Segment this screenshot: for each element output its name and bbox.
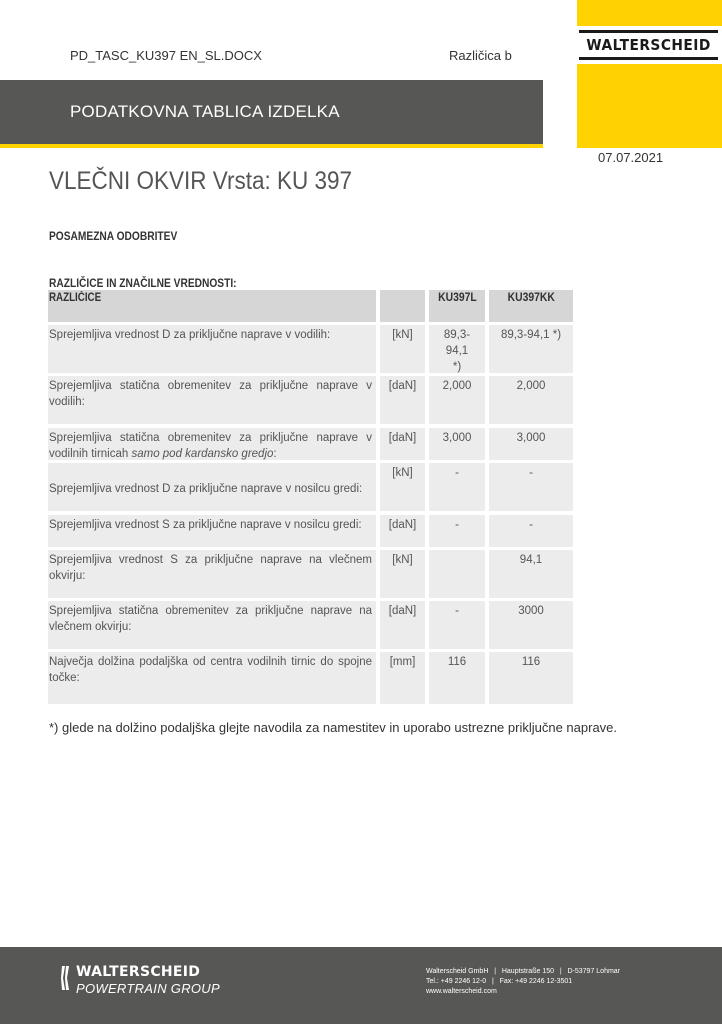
- row-label: Sprejemljiva statična obremenitev za priključne naprave v vodilih:: [49, 380, 372, 408]
- row-value-ku397l: -: [429, 515, 485, 547]
- table-row-label: [48, 325, 376, 373]
- footer-address: [426, 967, 620, 997]
- document-version: Različica b: [449, 48, 512, 63]
- row-label-text: Sprejemljiva statična obremenitev za priključne naprave v vodilnih tirnicah: [49, 432, 372, 460]
- row-value-ku397l: 116: [429, 652, 485, 704]
- table-row-label: [48, 652, 376, 704]
- footnote: *) glede na dolžino podaljška glejte navodila za namestitev in uporabo ustrezne priključne naprave.: [49, 720, 618, 735]
- row-value-ku397kk: 3,000: [489, 428, 573, 460]
- row-label-suffix: :: [273, 448, 277, 460]
- row-label: Sprejemljiva vrednost S za priključne naprave v nosilcu gredi:: [49, 519, 362, 531]
- row-value-ku397kk: 116: [489, 652, 573, 704]
- row-unit: [daN]: [380, 428, 425, 460]
- footer-logo-line1: WALTERSCHEID: [76, 964, 201, 980]
- walterscheid-logo: [579, 30, 718, 60]
- document-date: 07.07.2021: [598, 150, 664, 165]
- table-header-ku397l: [429, 290, 485, 322]
- row-label: Sprejemljiva vrednost D za priključne naprave v vodilih:: [49, 329, 331, 341]
- row-value-ku397l: 2,000: [429, 376, 485, 424]
- footer-address-line2: Tel.: +49 2246 12-0 | Fax: +49 2246 12-3501: [426, 978, 573, 985]
- logo-text: WALTERSCHEID: [586, 36, 711, 54]
- row-unit: [kN]: [380, 550, 425, 598]
- row-value-ku397kk: -: [489, 515, 573, 547]
- row-value-ku397l: -: [429, 463, 485, 511]
- footer-address-line1: Walterscheid GmbH | Hauptstraße 150 | D-53797 Lohmar: [426, 968, 621, 975]
- row-value-ku397l: 3,000: [429, 428, 485, 460]
- table-row-label: [48, 601, 376, 649]
- table-header-unit: [380, 290, 425, 322]
- page-title: VLEČNI OKVIR Vrsta: KU 397: [49, 167, 353, 195]
- row-unit: [mm]: [380, 652, 425, 704]
- table-row-label: [48, 550, 376, 598]
- row-value-ku397kk: 2,000: [489, 376, 573, 424]
- row-value-ku397kk: 94,1: [489, 550, 573, 598]
- approval-type: POSAMEZNA ODOBRITEV: [49, 229, 178, 243]
- table-row-label: [48, 376, 376, 424]
- table-row-label: [48, 463, 376, 511]
- walterscheid-mark-icon: [61, 964, 71, 992]
- row-unit: [kN]: [380, 325, 425, 373]
- row-unit: [kN]: [380, 463, 425, 511]
- variants-heading: RAZLIČICE IN ZNAČILNE VREDNOSTI:: [49, 276, 237, 290]
- row-value-ku397l: -: [429, 601, 485, 649]
- footer-logo: [76, 964, 220, 996]
- band-title: PODATKOVNA TABLICA IZDELKA: [70, 102, 340, 121]
- row-label: Največja dolžina podaljška od centra vodilnih tirnic do spojne točke:: [49, 656, 372, 684]
- table-header-ku397kk: [489, 290, 573, 322]
- table-header-variants: [48, 290, 376, 322]
- row-value-ku397l: [429, 550, 485, 598]
- row-value-ku397kk: 89,3-94,1 *): [489, 325, 573, 373]
- footer-website: www.walterscheid.com: [426, 988, 497, 995]
- row-value-ku397kk: 3000: [489, 601, 573, 649]
- row-label: Sprejemljiva vrednost S za priključne naprave na vlečnem okvirju:: [49, 554, 372, 582]
- header-label: RAZLIČICE: [49, 292, 102, 304]
- row-unit: [daN]: [380, 601, 425, 649]
- row-value-ku397l: 89,3-94,1 *): [429, 325, 485, 373]
- table-row-label: [48, 428, 376, 460]
- row-unit: [daN]: [380, 376, 425, 424]
- brand-accent-block: [577, 0, 722, 148]
- row-label: [49, 430, 372, 462]
- row-label-emphasis: samo pod kardansko gredjo: [131, 448, 274, 460]
- header-variant-2: KU397KK: [507, 292, 555, 304]
- row-label: Sprejemljiva vrednost D za priključne naprave v nosilcu gredi:: [49, 483, 363, 495]
- row-label: Sprejemljiva statična obremenitev za priključne naprave na vlečnem okvirju:: [49, 605, 372, 633]
- row-value-ku397kk: -: [489, 463, 573, 511]
- document-id: PD_TASC_KU397 EN_SL.DOCX: [70, 48, 262, 63]
- footer-logo-line2: POWERTRAIN GROUP: [76, 981, 220, 996]
- header-variant-1: KU397L: [437, 292, 477, 304]
- table-row-label: [48, 515, 376, 547]
- row-unit: [daN]: [380, 515, 425, 547]
